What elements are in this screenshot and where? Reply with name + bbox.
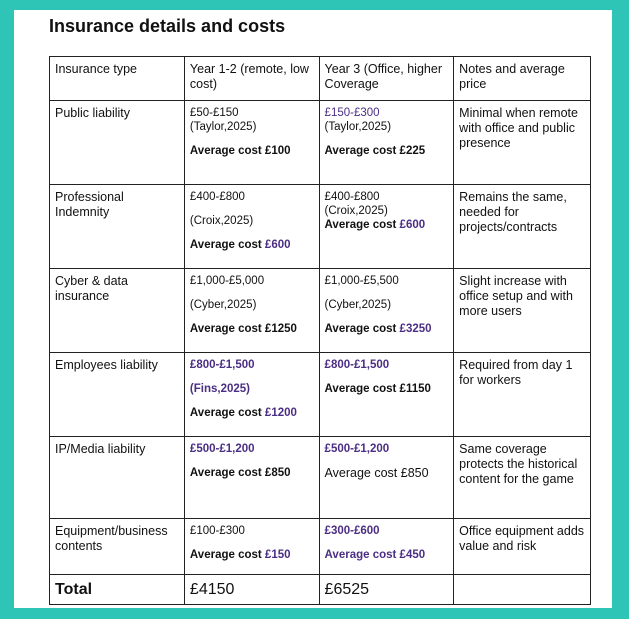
table-row [50, 101, 591, 185]
notes-cell: Office equipment adds value and risk [454, 519, 591, 575]
average-cost: Average cost £600 [324, 219, 426, 231]
average-cost: Average cost £450 [324, 549, 426, 561]
year-1-2-cell [184, 519, 319, 575]
year-1-2-cell [184, 353, 319, 437]
range: £150-£300 [324, 107, 380, 119]
range: £100-£300 [189, 525, 245, 537]
insurance-table [49, 56, 591, 605]
reference: (Croix,2025) [189, 215, 254, 227]
total-row [50, 575, 591, 605]
range: £1,000-£5,500 [324, 275, 399, 287]
year-3-cell [319, 185, 454, 269]
year-3-cell [319, 353, 454, 437]
average-cost: Average cost £850 [324, 466, 429, 480]
range: £500-£1,200 [189, 443, 255, 455]
notes-cell: Slight increase with office setup and with more users [454, 269, 591, 353]
year-1-2-cell [184, 269, 319, 353]
range: £50-£150 [189, 107, 239, 119]
range: £400-£800 [189, 191, 245, 203]
reference: (Fins,2025) [189, 383, 250, 395]
average-cost: Average cost £850 [189, 467, 291, 479]
total-label: Total [50, 575, 185, 605]
table-row [50, 519, 591, 575]
year-3-cell [319, 437, 454, 519]
table-row [50, 185, 591, 269]
average-cost: Average cost £3250 [324, 323, 432, 335]
range: £800-£1,500 [189, 359, 255, 371]
range: £500-£1,200 [324, 443, 390, 455]
row-type: Equipment/business contents [50, 519, 185, 575]
year-3-cell [319, 269, 454, 353]
reference: (Cyber,2025) [189, 299, 257, 311]
year-1-2-cell [184, 437, 319, 519]
year-3-cell [319, 519, 454, 575]
total-year-3: £6525 [319, 575, 454, 605]
reference: (Taylor,2025) [324, 121, 392, 133]
average-cost: Average cost £150 [189, 549, 291, 561]
header-year-1-2: Year 1-2 (remote, low cost) [184, 57, 319, 101]
header-insurance-type: Insurance type [50, 57, 185, 101]
header-year-3: Year 3 (Office, higher Coverage [319, 57, 454, 101]
table-row [50, 269, 591, 353]
range: £1,000-£5,000 [189, 275, 265, 287]
reference: (Croix,2025) [324, 205, 388, 217]
reference: (Taylor,2025) [189, 121, 257, 133]
row-type: IP/Media liability [50, 437, 185, 519]
range: £300-£600 [324, 525, 380, 537]
notes-cell: Remains the same, needed for projects/contracts [454, 185, 591, 269]
year-1-2-cell [184, 185, 319, 269]
total-notes [454, 575, 591, 605]
row-type: Cyber & data insurance [50, 269, 185, 353]
average-cost: Average cost £1150 [324, 383, 431, 395]
reference: (Cyber,2025) [324, 299, 392, 311]
table-row [50, 353, 591, 437]
notes-cell: Required from day 1 for workers [454, 353, 591, 437]
year-1-2-cell [184, 101, 319, 185]
page-title: Insurance details and costs [49, 16, 286, 36]
row-type: Professional Indemnity [50, 185, 185, 269]
year-3-cell [319, 101, 454, 185]
table-header-row [50, 57, 591, 101]
range: £400-£800 [324, 191, 380, 203]
average-cost: Average cost £1200 [189, 407, 297, 419]
document-frame [14, 10, 612, 608]
average-cost: Average cost £1250 [189, 323, 297, 335]
average-cost: Average cost £100 [189, 145, 291, 157]
average-cost: Average cost £225 [324, 145, 426, 157]
total-year-1-2: £4150 [184, 575, 319, 605]
row-type: Employees liability [50, 353, 185, 437]
notes-cell: Same coverage protects the historical content for the game [454, 437, 591, 519]
table-row [50, 437, 591, 519]
notes-cell: Minimal when remote with office and public presence [454, 101, 591, 185]
range: £800-£1,500 [324, 359, 390, 371]
row-type: Public liability [50, 101, 185, 185]
average-cost: Average cost £600 [189, 239, 291, 251]
header-notes: Notes and average price [454, 57, 591, 101]
